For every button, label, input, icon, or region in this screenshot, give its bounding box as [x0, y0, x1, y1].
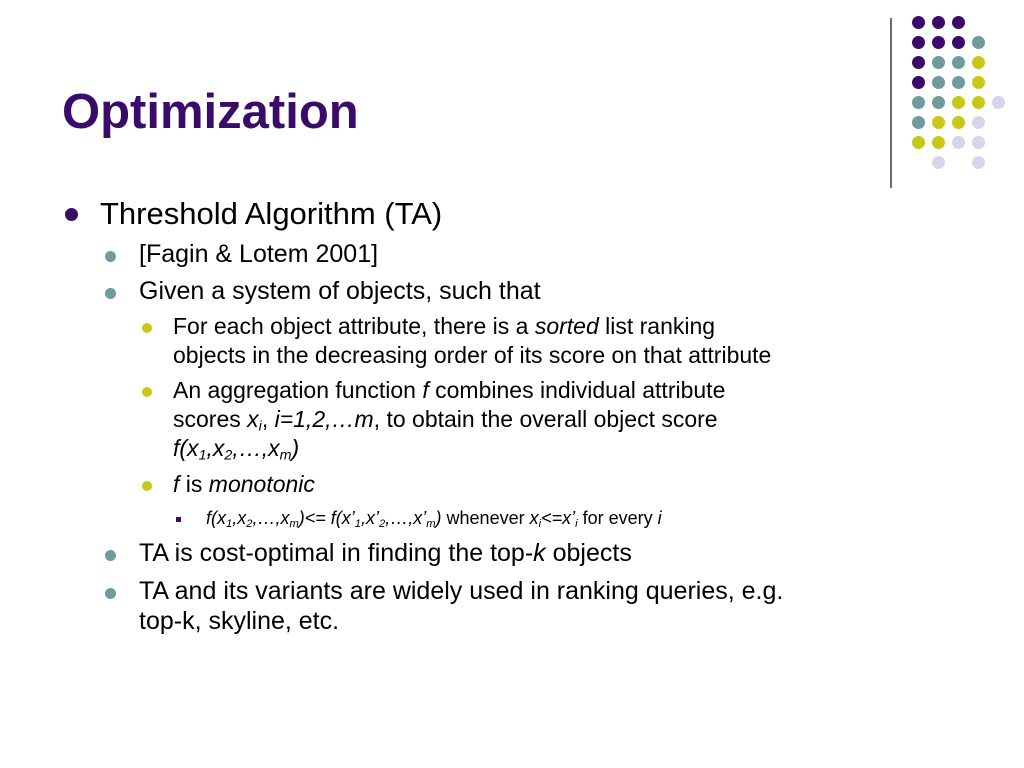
text-emphasis: )<= f(x’	[298, 508, 355, 528]
text-emphasis: )	[291, 435, 300, 461]
bullet-text	[139, 539, 632, 568]
subscript: i	[538, 517, 542, 530]
subscript: 1	[198, 447, 207, 464]
slide-title: Optimization	[62, 85, 359, 139]
decor-dot-icon	[932, 76, 945, 89]
decor-dot-icon	[952, 36, 965, 49]
subscript: m	[279, 447, 292, 464]
subscript: 2	[379, 517, 386, 530]
decor-dot-icon	[972, 76, 985, 89]
decor-dot-icon	[912, 16, 925, 29]
bullet-dot-icon	[142, 323, 152, 333]
decor-dot-icon	[972, 156, 985, 169]
text-emphasis: x	[247, 406, 259, 432]
decor-dot-icon	[912, 76, 925, 89]
text-emphasis: x	[529, 508, 539, 528]
decor-dot-icon	[912, 56, 925, 69]
text-emphasis: f	[422, 377, 429, 403]
decor-dot-icon	[952, 96, 965, 109]
text-emphasis: sorted	[534, 313, 599, 339]
decor-dot-icon	[912, 36, 925, 49]
decor-dot-icon	[912, 116, 925, 129]
decor-dot-icon	[932, 16, 945, 29]
bullet-text-line1	[173, 313, 715, 340]
decor-dot-icon	[972, 116, 985, 129]
decor-dot-icon	[932, 116, 945, 129]
bullet-dot-icon	[105, 251, 116, 262]
text-emphasis: ,…,x’	[385, 508, 427, 528]
text-emphasis: i	[657, 508, 662, 528]
text-emphasis: )	[435, 508, 442, 528]
subscript: 2	[224, 447, 233, 464]
text-run: An aggregation function	[173, 377, 423, 403]
subscript: i	[258, 418, 262, 435]
text-emphasis: f(x	[173, 435, 199, 461]
bullet-text	[206, 508, 662, 529]
decor-dot-icon	[912, 96, 925, 109]
text-run: ,	[261, 406, 275, 432]
text-emphasis: ,…,x	[232, 435, 280, 461]
decor-dot-icon	[972, 136, 985, 149]
bullet-text	[173, 471, 315, 498]
decor-dot-icon	[952, 76, 965, 89]
decor-dot-icon	[972, 36, 985, 49]
bullet-dot-icon	[142, 387, 152, 397]
bullet-text-line1: TA and its variants are widely used in ranking queries, e.g.	[139, 577, 784, 605]
decor-dot-icon	[932, 136, 945, 149]
text-emphasis: k	[533, 539, 546, 567]
text-emphasis: i=1,2,…m	[274, 406, 374, 432]
bullet-text: [Fagin & Lotem 2001]	[139, 240, 379, 268]
bullet-text-line2: top-k, skyline, etc.	[139, 607, 340, 635]
bullet-text: Given a system of objects, such that	[139, 277, 541, 305]
bullet-text-line1	[173, 377, 725, 404]
text-run: combines individual attribute	[428, 377, 726, 403]
text-run: , to obtain the overall object score	[373, 406, 718, 432]
decor-dot-icon	[912, 136, 925, 149]
bullet-dot-icon	[142, 481, 152, 491]
text-emphasis: monotonic	[208, 471, 315, 497]
decor-dot-icon	[952, 56, 965, 69]
decor-dot-icon	[952, 136, 965, 149]
text-emphasis: f(x	[206, 508, 226, 528]
text-run: for every	[577, 508, 658, 528]
bullet-text-line3	[173, 435, 299, 462]
text-emphasis: f	[173, 471, 180, 497]
decor-dot-icon	[992, 96, 1005, 109]
text-emphasis: ,x	[232, 508, 247, 528]
decor-dot-icon	[952, 16, 965, 29]
bullet-dot-icon	[65, 208, 78, 221]
subscript: m	[289, 517, 299, 530]
bullet-dot-icon	[105, 588, 116, 599]
text-run: For each object attribute, there is a	[173, 313, 535, 339]
bullet-dot-icon	[105, 550, 116, 561]
text-emphasis: ,x’	[361, 508, 379, 528]
text-run: list ranking	[598, 313, 716, 339]
bullet-dot-icon	[105, 288, 116, 299]
bullet-square-icon	[176, 517, 181, 522]
decor-dot-icon	[952, 116, 965, 129]
subscript: 1	[354, 517, 361, 530]
subscript: 1	[226, 517, 233, 530]
text-emphasis: <=x’	[541, 508, 576, 528]
decor-dot-icon	[932, 56, 945, 69]
decor-dot-icon	[972, 96, 985, 109]
decor-dot-icon	[932, 96, 945, 109]
bullet-text-line2: objects in the decreasing order of its score on that attribute	[173, 342, 772, 368]
text-run: objects	[545, 539, 632, 567]
text-emphasis: ,…,x	[252, 508, 290, 528]
text-run: whenever	[441, 508, 530, 528]
subscript: i	[575, 517, 578, 530]
text-run: scores	[173, 406, 248, 432]
bullet-text: Threshold Algorithm (TA)	[100, 196, 443, 231]
bullet-text-line2	[173, 406, 718, 433]
text-run: TA is cost-optimal in finding the top-	[139, 539, 534, 567]
text-emphasis: ,x	[206, 435, 225, 461]
subscript: m	[426, 517, 436, 530]
text-run: is	[179, 471, 209, 497]
subscript: 2	[246, 517, 253, 530]
decor-dot-icon	[932, 156, 945, 169]
decor-dot-icon	[972, 56, 985, 69]
decorative-dot-grid	[0, 0, 1024, 200]
decor-dot-icon	[932, 36, 945, 49]
